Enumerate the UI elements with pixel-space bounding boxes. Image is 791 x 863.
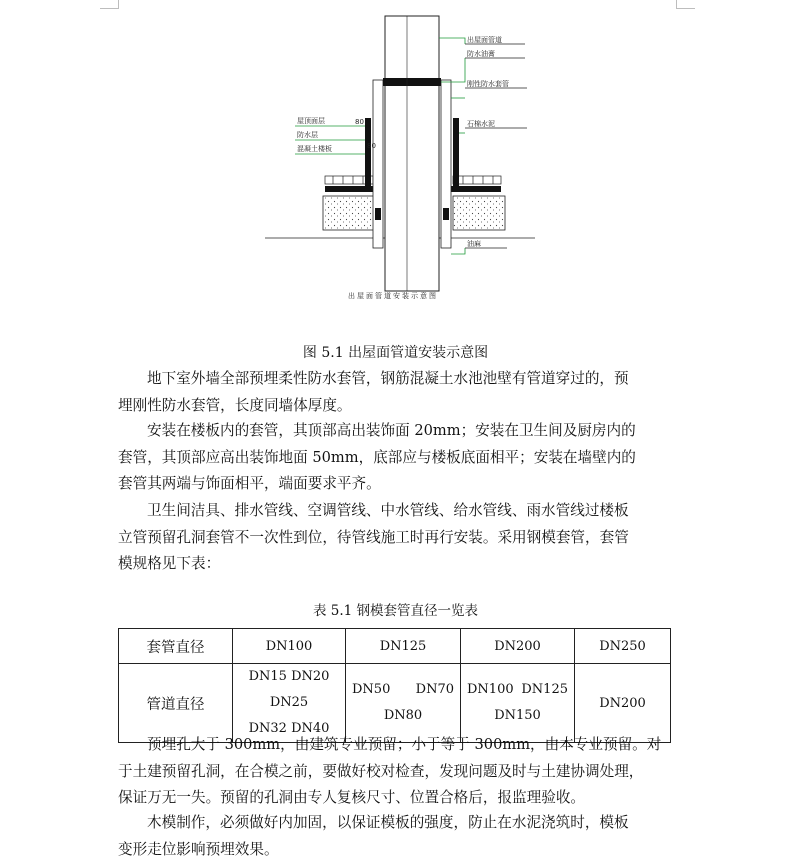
dn-value: DN32 <box>249 721 287 736</box>
paragraph-1 <box>118 366 670 419</box>
p4-line-3: 保证万无一失。预留的孔洞由专人复核尺寸、位置合格后，报监理验收。 <box>118 785 670 812</box>
p2-line-3: 套管其两端与饰面相平，端面要求平齐。 <box>118 471 670 498</box>
dn-value: DN25 <box>270 695 308 710</box>
page-corner-mark-left <box>100 0 119 9</box>
paste-band <box>383 78 441 86</box>
p5-line-1: 木模制作，必须做好内加固，以保证模板的强度，防止在水泥浇筑时，模板 <box>118 810 670 837</box>
label-waterproof-layer: 防水层 <box>297 130 318 139</box>
table-row <box>119 664 671 743</box>
dn-value: DN80 <box>384 708 422 723</box>
p3-line-2: 立管预留孔洞套管不一次性到位，待管线施工时再行安装。采用钢模套管，套管 <box>118 525 670 552</box>
dn-value: DN125 <box>521 677 568 703</box>
label-roof-surface: 屋顶面层 <box>297 116 325 125</box>
label-height-mark-2: 80 <box>367 142 376 150</box>
sealant-left <box>365 118 371 188</box>
label-rigid-sleeve: 刚性防水套管 <box>467 79 509 88</box>
label-oil-hemp: 油麻 <box>467 239 481 248</box>
diagram-title: 出屋面管道安装示意图 <box>348 291 438 300</box>
p1-line-1: 地下室外墙全部预埋柔性防水套管，钢筋混凝土水池池壁有管道穿过的，预 <box>118 366 670 393</box>
table-caption: 表 5.1 钢模套管直径一览表 <box>0 599 791 619</box>
table-cell <box>346 664 461 743</box>
p5-line-2: 变形走位影响预埋效果。 <box>118 837 670 863</box>
p4-line-2: 于土建预留孔洞，在合模之前，要做好校对检查，发现问题及时与土建协调处理， <box>118 759 670 786</box>
paragraph-3 <box>118 498 670 578</box>
dn-value: DN50 <box>352 677 390 703</box>
table-row <box>119 629 671 664</box>
roof-pipe-installation-diagram <box>255 8 545 308</box>
sleeve-right <box>441 80 451 248</box>
p3-line-1: 卫生间洁具、排水管线、空调管线、中水管线、给水管线、雨水管线过楼板 <box>118 498 670 525</box>
concrete-slab-left <box>323 196 377 230</box>
page-corner-mark-right <box>676 0 695 9</box>
dn-value: DN100 <box>467 677 514 703</box>
table-cell: DN200 <box>461 629 575 664</box>
figure-caption: 图 5.1 出屋面管道安装示意图 <box>0 342 791 362</box>
dn-value: DN70 <box>416 677 454 703</box>
dn-value: DN40 <box>291 721 329 736</box>
sleeve-diameter-table <box>118 628 671 743</box>
table-cell <box>233 664 346 743</box>
label-height-mark: 80 <box>355 118 364 126</box>
p2-line-1: 安装在楼板内的套管，其顶部高出装饰面 20mm；安装在卫生间及厨房内的 <box>118 418 670 445</box>
dn-value: DN20 <box>291 669 329 684</box>
table-cell: DN100 <box>233 629 346 664</box>
p4-line-1: 预埋孔大于 300mm，由建筑专业预留；小于等于 300mm，由本专业预留。对 <box>118 732 670 759</box>
concrete-slab-right <box>453 196 505 230</box>
table-cell: DN125 <box>346 629 461 664</box>
label-concrete-slab: 混凝土楼板 <box>297 144 332 153</box>
sleeve-left <box>373 80 383 248</box>
sealant-right <box>453 118 459 188</box>
p3-line-3: 模规格见下表： <box>118 551 670 578</box>
table-cell: 管道直径 <box>119 664 233 743</box>
p1-line-2: 埋刚性防水套管，长度同墙体厚度。 <box>118 393 670 420</box>
label-pipe: 出屋面管道 <box>467 35 502 44</box>
paragraph-4 <box>118 732 670 812</box>
table-cell <box>461 664 575 743</box>
table-cell: DN200 <box>575 664 671 743</box>
table-cell: DN250 <box>575 629 671 664</box>
roof-pipe <box>385 16 439 291</box>
table-cell: 套管直径 <box>119 629 233 664</box>
p2-line-2: 套管，其顶部应高出装饰地面 50mm，底部应与楼板底面相平；安装在墙壁内的 <box>118 445 670 472</box>
label-asbestos-cement: 石棉水泥 <box>467 119 495 128</box>
dn-value: DN15 <box>249 669 287 684</box>
label-waterproof-paste: 防水油膏 <box>467 49 495 58</box>
paragraph-5 <box>118 810 670 863</box>
paragraph-2 <box>118 418 670 498</box>
dn-value: DN150 <box>494 708 541 723</box>
